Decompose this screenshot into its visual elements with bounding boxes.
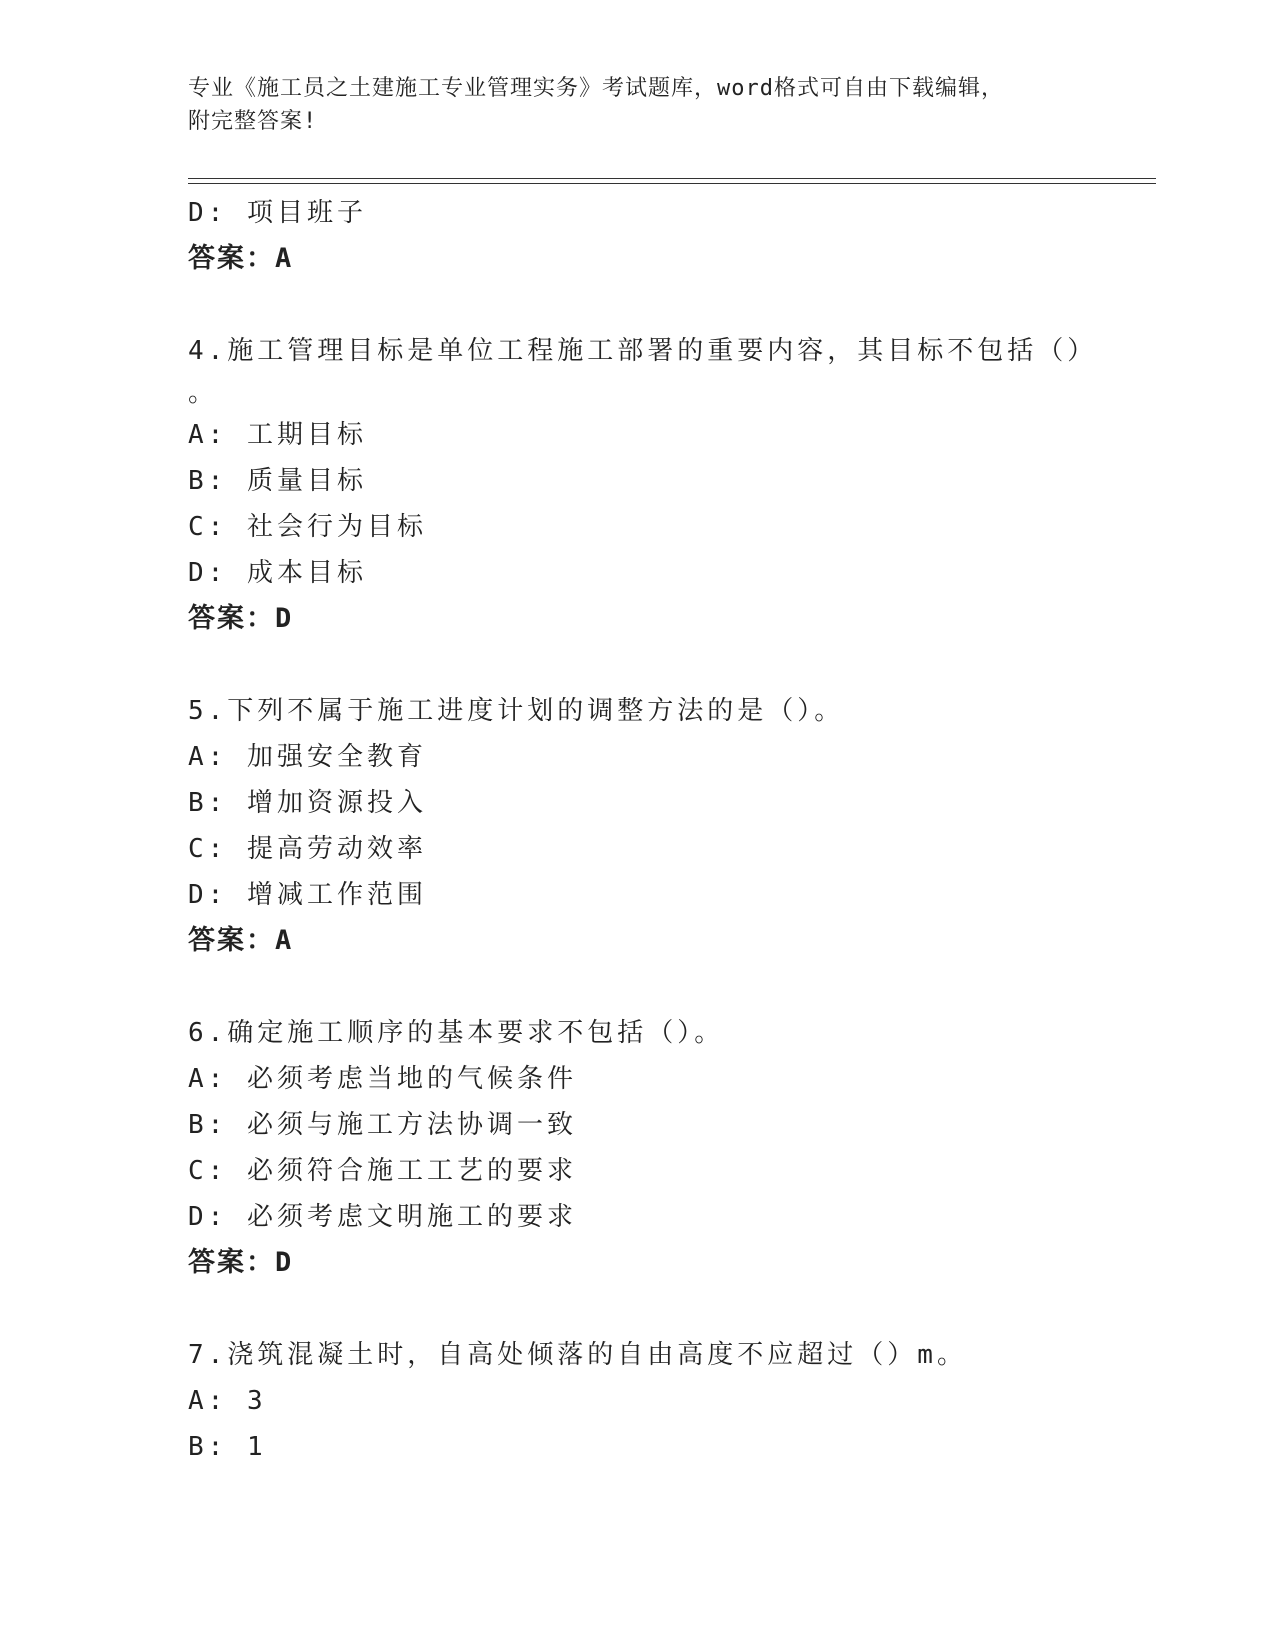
document-header [188,72,1088,138]
question-stem: 6.确定施工顺序的基本要求不包括（）。 [188,1018,725,1048]
option-a: A: 必须考虑当地的气候条件 [188,1064,577,1094]
header-divider-bottom [188,183,1156,184]
question-stem: 7.浇筑混凝土时，自高处倾落的自由高度不应超过（）m。 [188,1340,967,1370]
question-list [188,190,1108,1470]
spacer [188,642,1108,688]
option-b: B: 1 [188,1432,267,1462]
question-stem-continued: 。 [188,378,219,408]
option-a: A: 加强安全教育 [188,742,427,772]
option-a: A: 3 [188,1386,267,1416]
option-c: C: 必须符合施工工艺的要求 [188,1156,577,1186]
option-b: B: 增加资源投入 [188,788,427,818]
answer-line: 答案：A [188,243,294,274]
spacer [188,282,1108,328]
option-d: D: 增减工作范围 [188,880,427,910]
option-b: B: 质量目标 [188,466,367,496]
option-d: D: 成本目标 [188,558,367,588]
spacer [188,964,1108,1010]
header-line-2: 附完整答案! [188,109,318,134]
answer-line: 答案：A [188,925,294,956]
spacer [188,1286,1108,1332]
question-stem: 4.施工管理目标是单位工程施工部署的重要内容，其目标不包括（） [188,336,1098,366]
option-d: D: 项目班子 [188,198,367,228]
question-stem: 5.下列不属于施工进度计划的调整方法的是（）。 [188,696,845,726]
option-d: D: 必须考虑文明施工的要求 [188,1202,577,1232]
option-c: C: 提高劳动效率 [188,834,427,864]
option-b: B: 必须与施工方法协调一致 [188,1110,577,1140]
header-line-1: 专业《施工员之土建施工专业管理实务》考试题库，word格式可自由下载编辑， [188,76,1004,101]
option-c: C: 社会行为目标 [188,512,427,542]
option-a: A: 工期目标 [188,420,367,450]
answer-line: 答案：D [188,603,294,634]
answer-line: 答案：D [188,1247,294,1278]
header-divider-top [188,178,1156,179]
